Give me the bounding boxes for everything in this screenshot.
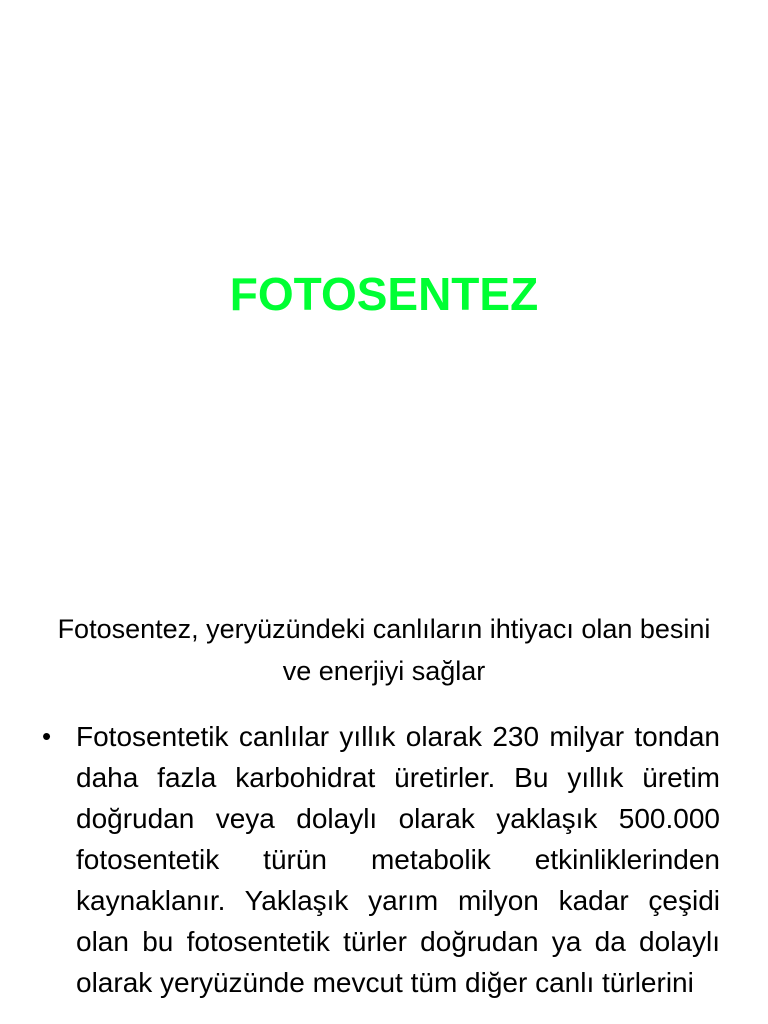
slide-subtitle: Fotosentez, yeryüzündeki canlıların ihtiyacı olan besini ve enerjiyi sağlar — [57, 614, 711, 686]
bullet-dot-icon: • — [42, 721, 52, 751]
bullet-text: Fotosentetik canlılar yıllık olarak 230 milyar tondan daha fazla karbohidrat üretirler. Bu yıllık üretim doğrudan veya dolaylı olarak yaklaşık 500.000 fotosentetik türün metabolik etkinliklerinden kaynaklanır. Yaklaşık yarım milyon kadar çeşidi olan bu fotosentetik türler doğrudan ya da dolaylı olarak yeryüzünde mevcut tüm diğer canlı türlerini — [76, 721, 720, 998]
bullet-list — [40, 716, 720, 1003]
bullet-item — [40, 716, 720, 1003]
slide-title: FOTOSENTEZ — [229, 268, 539, 320]
